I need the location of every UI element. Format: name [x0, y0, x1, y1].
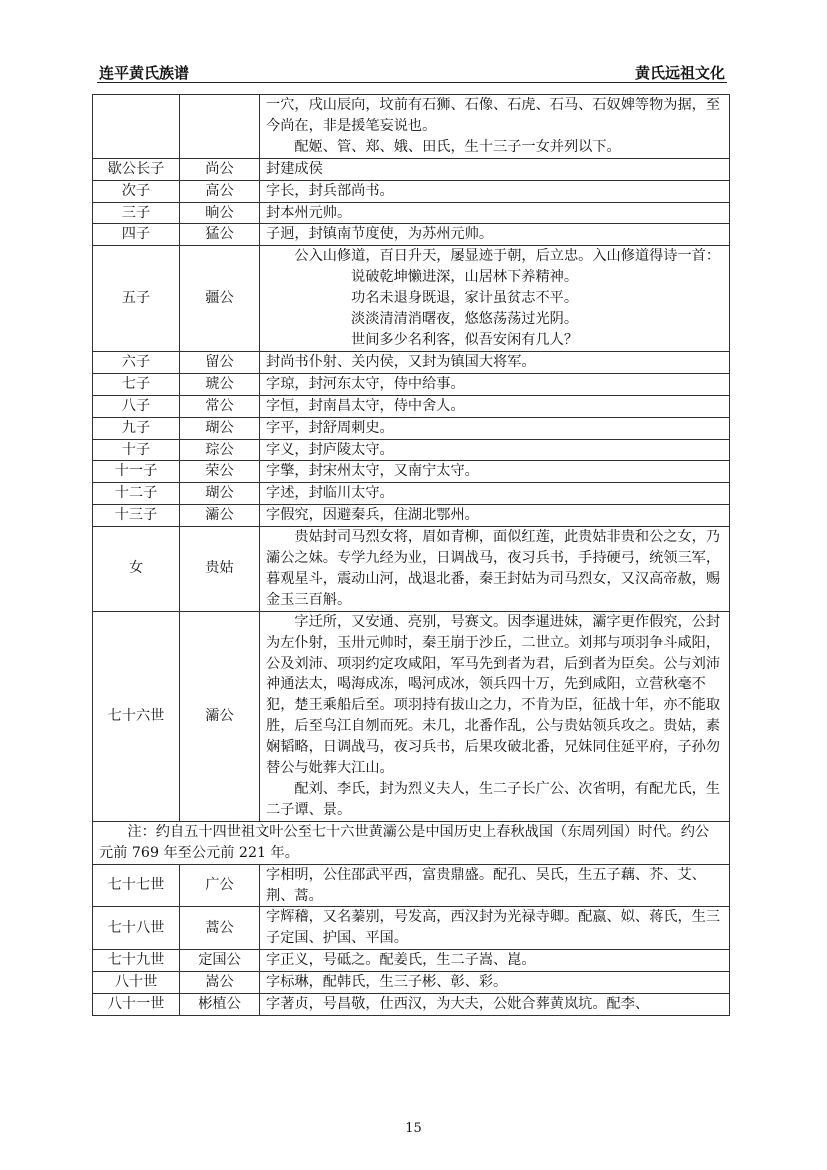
description-cell [260, 180, 730, 202]
generation-cell: 女 [93, 527, 180, 612]
description-cell [260, 505, 730, 527]
table-row [93, 505, 730, 527]
description-cell [260, 461, 730, 483]
description-cell [260, 224, 730, 246]
person-name-cell: 广公 [180, 864, 260, 907]
description-paragraph: 字恒，封南昌太守，侍中舍人。 [266, 397, 465, 414]
table-row [93, 950, 730, 972]
person-name-cell: 灞公 [180, 505, 260, 527]
page-header [97, 62, 727, 83]
page-number: 15 [405, 1121, 422, 1136]
description-paragraph: 一穴，戌山辰向，坟前有石狮、石像、石虎、石马、石奴婢等物为据，至今尚在，非是援笔妄说也。 [266, 97, 721, 134]
generation-cell [93, 95, 180, 159]
poem-line: 功名未退身既退，家计虽贫志不平。 [351, 290, 579, 307]
table-row [93, 417, 730, 439]
person-name-cell: 疆公 [180, 246, 260, 352]
description-paragraph: 字相明，公住邵武平西，富贵鼎盛。配孔、吴氏，生五子藕、芥、艾、荆、蒿。 [266, 866, 706, 904]
generation-cell: 四子 [93, 224, 180, 246]
person-name-cell: 晌公 [180, 202, 260, 224]
person-name-cell: 尚公 [180, 158, 260, 180]
note-text: 注：约自五十四世祖文叶公至七十六世黄灞公是中国历史上春秋战国（东周列国）时代。约公元前 769 年至公元前 221 年。 [99, 823, 710, 861]
generation-cell: 八十世 [93, 972, 180, 994]
description-cell [260, 373, 730, 395]
person-name-cell: 蒿公 [180, 907, 260, 950]
table-row [93, 461, 730, 483]
table-row [93, 483, 730, 505]
table-row [93, 373, 730, 395]
table-row [93, 395, 730, 417]
description-paragraph: 字擎，封宋州太守，又南宁太守。 [266, 463, 479, 480]
description-cell [260, 158, 730, 180]
description-cell [260, 351, 730, 373]
description-cell [260, 907, 730, 950]
generation-cell: 七子 [93, 373, 180, 395]
description-cell [260, 994, 730, 1016]
generation-cell: 七十八世 [93, 907, 180, 950]
description-cell [260, 483, 730, 505]
description-cell [260, 864, 730, 907]
description-paragraph: 字琼，封河东太守，侍中给事。 [266, 375, 465, 392]
description-cell [260, 95, 730, 159]
person-name-cell: 贵姑 [180, 527, 260, 612]
description-paragraph: 字平，封舒周刺史。 [266, 419, 394, 436]
description-paragraph: 字辉稽，又名蓁别，号发高，西汉封为光禄寺卿。配嬴、姒、蒋氏，生三子定国、护国、平国。 [266, 909, 721, 947]
description-paragraph: 字假究，因避秦兵，住湖北鄂州。 [266, 507, 479, 524]
generation-cell: 十二子 [93, 483, 180, 505]
table-row [93, 439, 730, 461]
note-row [93, 821, 730, 864]
genealogy-table [92, 94, 730, 1016]
generation-cell: 次子 [93, 180, 180, 202]
generation-cell: 九子 [93, 417, 180, 439]
person-name-cell: 灞公 [180, 611, 260, 821]
description-cell [260, 972, 730, 994]
table-row [93, 351, 730, 373]
person-name-cell: 嵩公 [180, 972, 260, 994]
description-cell [260, 417, 730, 439]
table-row [93, 202, 730, 224]
description-paragraph: 字迁所，又安通、亮别，号赛文。因李暹进妹，灞字更作假究，公封为左仆射，玉卅元帅时，秦王崩于沙丘，二世立。刘邦与项羽争斗咸阳，公及刘沛、项羽约定攻咸阳，军马先到者为君，后到者为臣矣。公与刘沛神通法太，喝海成冻，喝河成冰，领兵四十万，先到咸阳，立营秋毫不犯，楚王乘船后至。项羽持有拔山之力，不肯为臣，征战十年，亦不能取胜，后至乌江自刎而死。未几，北番作乱，公与贵姑领兵攻之。贵姑，素娴韬略，日调战马，夜习兵书，后果攻破北番，兄妹同住延平府，子孙勿替公与妣葬大江山。 [266, 613, 721, 777]
description-paragraph: 字述，封临川太守。 [266, 485, 394, 502]
description-paragraph: 封尚书仆射、关内侯，又封为镇国大将军。 [266, 353, 536, 370]
description-paragraph: 公入山修道，百日升天，屡显迹于朝，后立忠。入山修道得诗一首： [294, 248, 721, 265]
description-paragraph: 封建成侯 [266, 160, 323, 177]
description-paragraph: 字义，封庐陵太守。 [266, 441, 394, 458]
description-cell [260, 246, 730, 352]
table-row [93, 972, 730, 994]
person-name-cell [180, 95, 260, 159]
description-cell [260, 439, 730, 461]
description-paragraph: 字正义，号砥之。配姜氏，生二子嵩、崑。 [266, 952, 536, 969]
description-paragraph: 字标琳，配韩氏，生三子彬、彰、彩。 [266, 974, 508, 991]
person-name-cell: 常公 [180, 395, 260, 417]
description-paragraph: 贵姑封司马烈女将，眉如青柳，面似红莲，此贵姑非贵和公之女，乃灞公之妹。专学九经为业，日调战马，夜习兵书，手持硬弓，统领三军，暮观星斗，震动山河，战退北番，秦王封姑为司马烈女，又汉高帝赦，赐金玉三百斛。 [266, 529, 721, 608]
person-name-cell: 猛公 [180, 224, 260, 246]
table-row [93, 246, 730, 352]
person-name-cell: 定国公 [180, 950, 260, 972]
generation-cell: 十三子 [93, 505, 180, 527]
person-name-cell: 荣公 [180, 461, 260, 483]
table-row [93, 95, 730, 159]
generation-cell: 八子 [93, 395, 180, 417]
generation-cell: 八十一世 [93, 994, 180, 1016]
description-cell [260, 395, 730, 417]
generation-cell: 三子 [93, 202, 180, 224]
generation-cell: 七十九世 [93, 950, 180, 972]
generation-cell: 七十七世 [93, 864, 180, 907]
description-paragraph: 字长，封兵部尚书。 [266, 182, 394, 199]
header-right-title: 黄氏远祖文化 [634, 64, 725, 82]
description-cell [260, 527, 730, 612]
historical-note [93, 821, 730, 864]
description-paragraph: 封本州元帅。 [266, 204, 352, 221]
person-name-cell: 琥公 [180, 373, 260, 395]
description-paragraph: 字著贞，号昌敬，仕西汉，为大夫，公妣合葬黄岚坑。配李、 [266, 996, 650, 1013]
poem-line: 世间多少名利客，似吾安闲有几人？ [351, 331, 579, 348]
poem-line: 淡淡清清消曙夜，悠悠荡荡过光阴。 [351, 311, 579, 328]
poem-line: 说破乾坤懒进深，山居林下养精神。 [351, 269, 579, 286]
description-paragraph: 配刘、李氏，封为烈义夫人，生二子长广公、次省明，有配尤氏，生二子谭、景。 [266, 781, 721, 818]
generation-cell: 歇公长子 [93, 158, 180, 180]
table-row [93, 527, 730, 612]
description-paragraph: 配姬、管、郑、娥、田氏，生十三子一女并列以下。 [294, 138, 621, 155]
table-row [93, 864, 730, 907]
person-name-cell: 瑚公 [180, 417, 260, 439]
header-left-title: 连平黄氏族谱 [99, 64, 190, 82]
table-row [93, 611, 730, 821]
table-row [93, 994, 730, 1016]
person-name-cell: 琮公 [180, 439, 260, 461]
generation-cell: 七十六世 [93, 611, 180, 821]
generation-cell: 十子 [93, 439, 180, 461]
description-cell [260, 950, 730, 972]
table-row [93, 907, 730, 950]
person-name-cell: 瑚公 [180, 483, 260, 505]
description-cell [260, 611, 730, 821]
description-paragraph: 子迥，封镇南节度使，为苏州元帅。 [266, 226, 494, 243]
generation-cell: 六子 [93, 351, 180, 373]
generation-cell: 五子 [93, 246, 180, 352]
person-name-cell: 彬植公 [180, 994, 260, 1016]
table-row [93, 224, 730, 246]
table-row [93, 158, 730, 180]
generation-cell: 十一子 [93, 461, 180, 483]
person-name-cell: 高公 [180, 180, 260, 202]
description-cell [260, 202, 730, 224]
table-row [93, 180, 730, 202]
person-name-cell: 留公 [180, 351, 260, 373]
